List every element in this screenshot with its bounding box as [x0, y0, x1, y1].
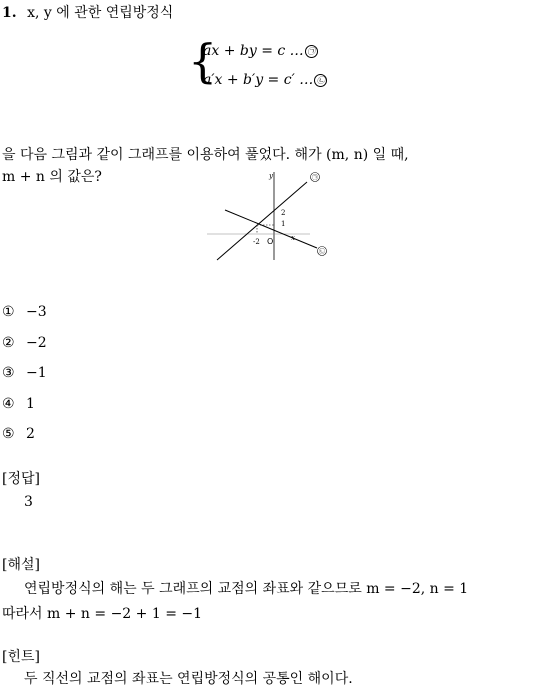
choice-3-number: ③ [2, 365, 15, 381]
problem-header [2, 2, 173, 22]
graph-figure [205, 168, 330, 264]
choice-2-number: ② [2, 335, 15, 351]
explanation-heading: [해설] [2, 557, 40, 573]
explanation-line-1: 연립방정식의 해는 두 그래프의 교점의 좌표와 같으므로 m = −2, n = 1 [24, 581, 469, 597]
equation-1-text: ax + by = c … [203, 43, 304, 59]
graph-svg [205, 168, 330, 264]
y-axis-label: y [269, 172, 273, 180]
choice-2[interactable] [2, 335, 47, 351]
choice-1-value: −3 [26, 304, 47, 320]
choice-5-number: ⑤ [2, 426, 15, 442]
hint-heading: [힌트] [2, 649, 40, 665]
tick-label-1: 1 [281, 220, 286, 228]
graph-tag-1: ㉠ [312, 174, 319, 182]
equation-2 [203, 72, 327, 88]
tick-label-neg2: -2 [253, 238, 260, 246]
choice-1-number: ① [2, 304, 15, 320]
equation-1 [203, 43, 318, 59]
graph-tag-2: ㉡ [319, 248, 326, 256]
answer-value: 3 [24, 494, 33, 510]
equation-2-tag: ㉡ [314, 74, 327, 87]
choice-2-value: −2 [26, 335, 47, 351]
choice-4-value: 1 [26, 396, 35, 412]
explanation-line-2: 따라서 m + n = −2 + 1 = −1 [2, 606, 203, 622]
origin-label: O [267, 237, 274, 246]
problem-line-1: 을 다음 그림과 같이 그래프를 이용하여 풀었다. 해가 (m, n) 일 때, [2, 147, 409, 163]
choice-4-number: ④ [2, 396, 15, 412]
choice-3[interactable] [2, 365, 47, 381]
problem-intro: x, y 에 관한 연립방정식 [27, 5, 174, 21]
hint-text: 두 직선의 교점의 좌표는 연립방정식의 공통인 해이다. [24, 671, 353, 687]
choice-5-value: 2 [26, 426, 35, 442]
choice-4[interactable] [2, 396, 35, 412]
choice-5[interactable] [2, 426, 35, 442]
problem-number: 1. [2, 5, 17, 21]
tick-label-2: 2 [281, 209, 286, 217]
choice-3-value: −1 [26, 365, 47, 381]
equation-2-text: a′x + b′y = c′ … [203, 72, 314, 88]
answer-heading: [정답] [2, 471, 40, 487]
line-a [217, 182, 307, 260]
equation-1-tag: ㉠ [305, 45, 318, 58]
x-axis-label: x [291, 234, 295, 242]
system-brace: { [188, 34, 218, 88]
problem-line-2: m + n 의 값은? [2, 169, 102, 185]
choice-1[interactable] [2, 304, 47, 320]
